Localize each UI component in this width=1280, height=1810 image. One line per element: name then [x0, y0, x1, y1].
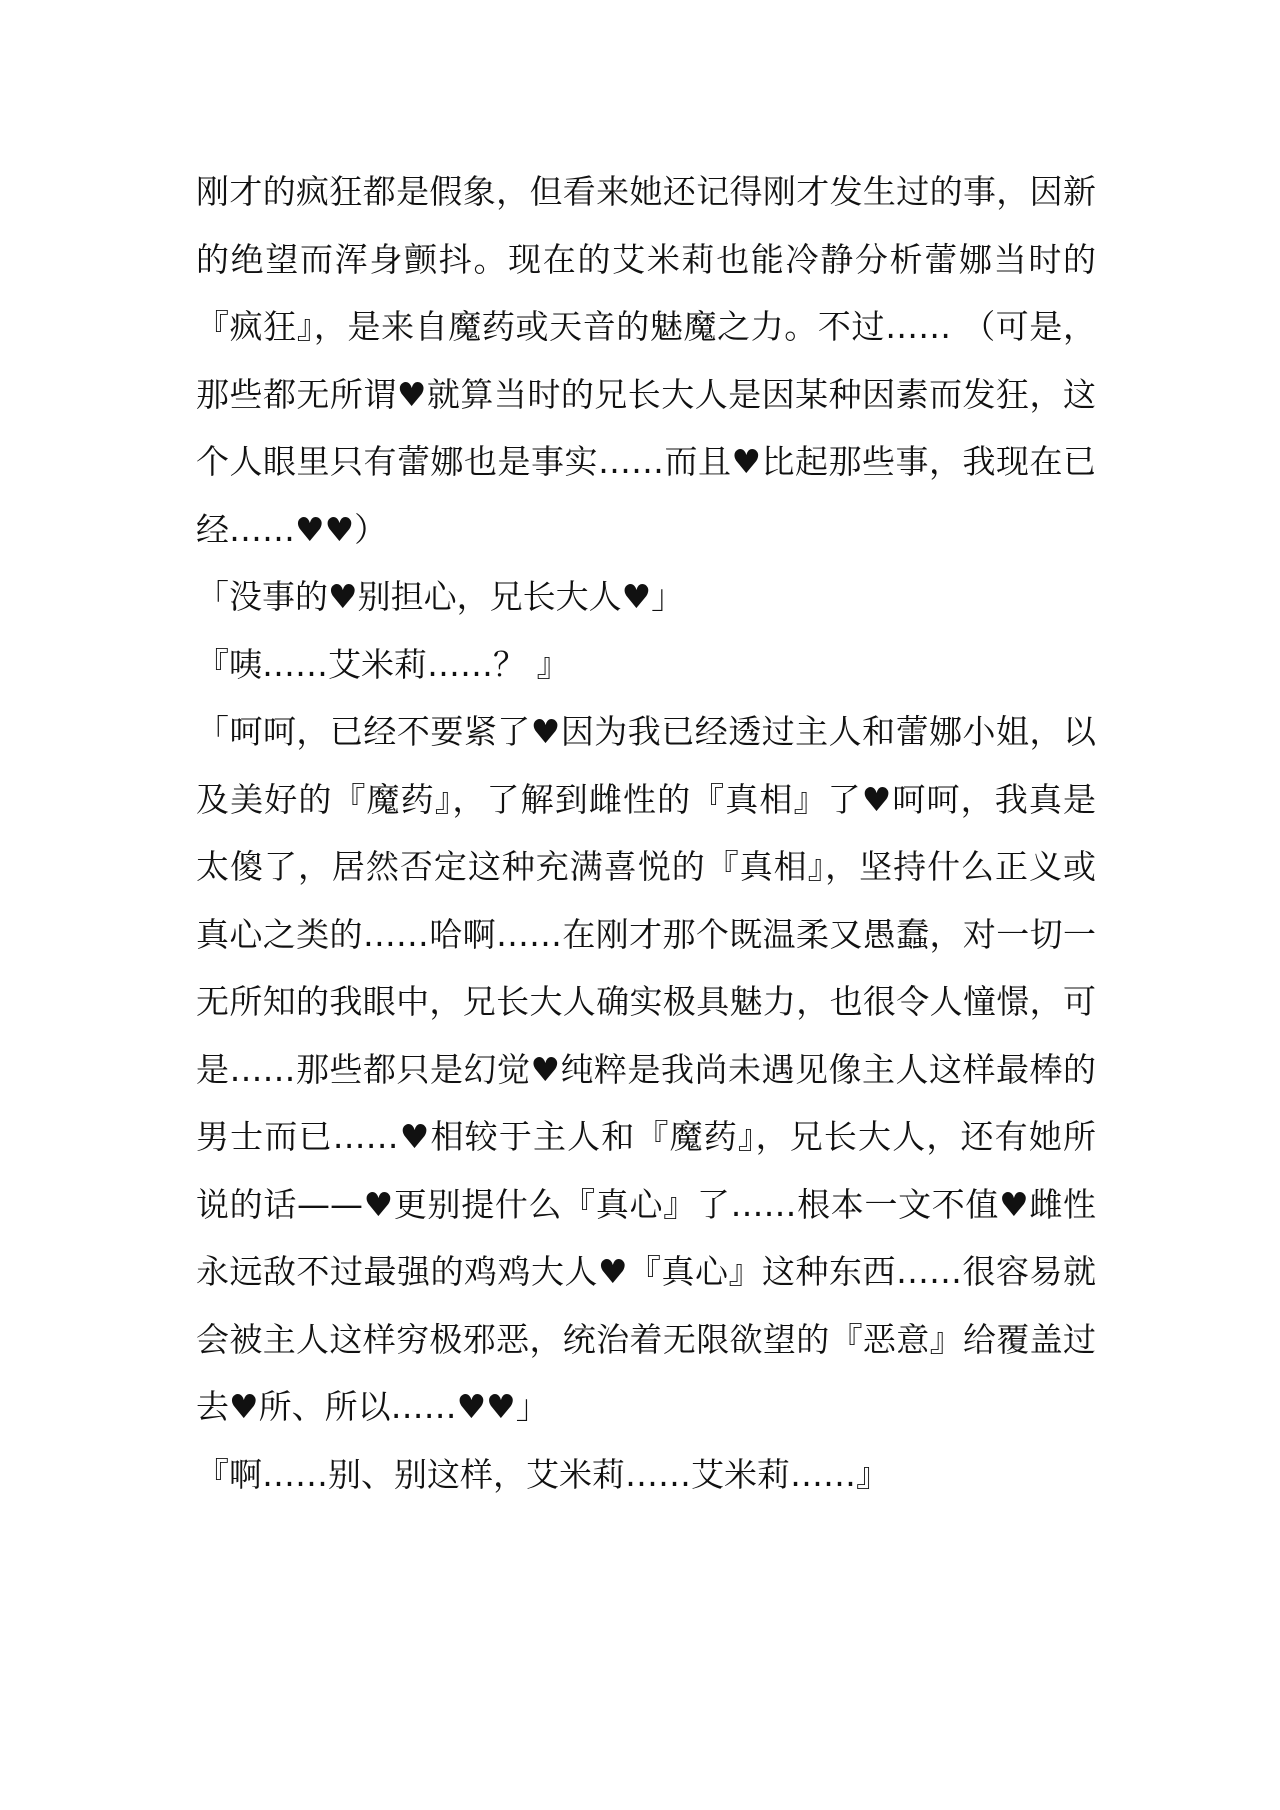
paragraph-dialogue-emily-1: 「没事的♥别担心，兄长大人♥」 [196, 577, 685, 616]
paragraph-dialogue-brother-1: 『咦……艾米莉……？ 』 [196, 644, 570, 684]
paragraph-dialogue-brother-2: 『啊……别、别这样，艾米莉……艾米莉……』 [196, 1454, 889, 1494]
paragraph-narration: 刚才的疯狂都是假象，但看来她还记得刚才发生过的事，因新的绝望而浑身颤抖。现在的艾米莉也能冷静分析蕾娜当时的『疯狂』，是来自魔药或天音的魅魔之力。不过…… （可是，那些都无所谓♥就算当时的兄长大人是因某种因素而发狂，这个人眼里只有蕾娜也是事实……而且♥比起那些事，我现在已经……♥♥） [196, 172, 1096, 549]
document-page [196, 158, 1096, 1508]
paragraph-dialogue-emily-2: 「呵呵，已经不要紧了♥因为我已经透过主人和蕾娜小姐，以及美好的『魔药』，了解到雌性的『真相』了♥呵呵，我真是太傻了，居然否定这种充满喜悦的『真相』，坚持什么正义或真心之类的……哈啊……在刚才那个既温柔又愚蠢，对一切一无所知的我眼中，兄长大人确实极具魅力，也很令人憧憬，可是……那些都只是幻觉♥纯粹是我尚未遇见像主人这样最棒的男士而已……♥相较于主人和『魔药』，兄长大人，还有她所说的话——♥更别提什么『真心』了……根本一文不值♥雌性永远敌不过最强的鸡鸡大人♥『真心』这种东西……很容易就会被主人这样穷极邪恶，统治着无限欲望的『恶意』给覆盖过去♥所、所以……♥♥」 [196, 712, 1096, 1426]
